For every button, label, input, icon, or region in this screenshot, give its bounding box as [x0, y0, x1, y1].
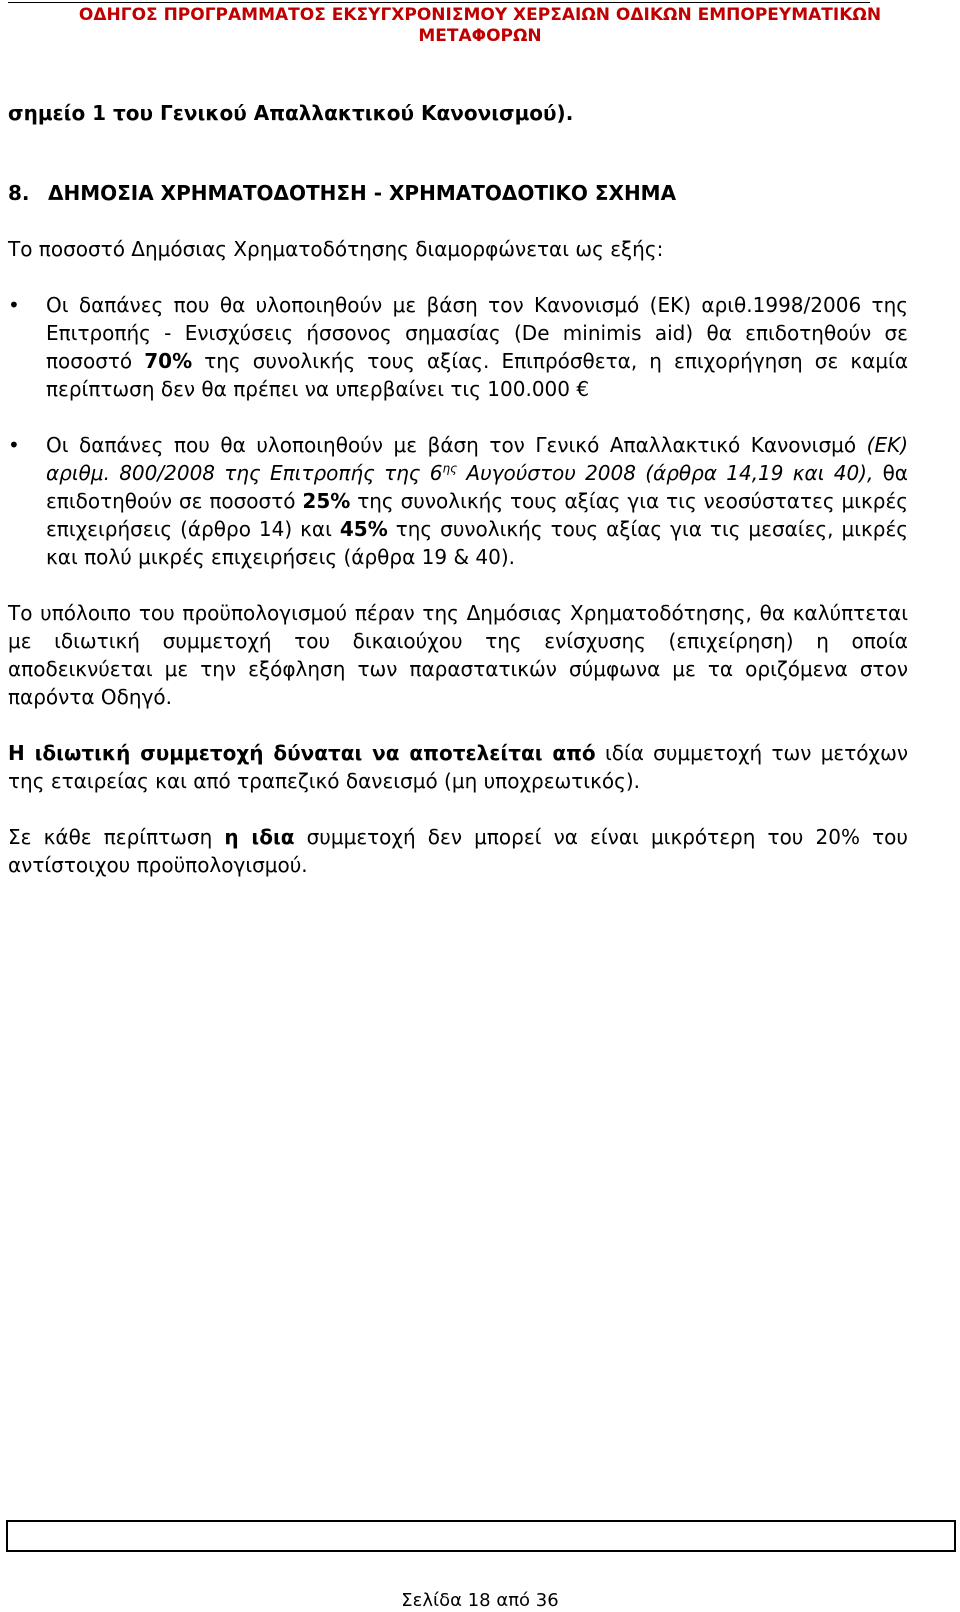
paragraph-private-share-bold: Η ιδιωτική συμμετοχή δύναται να αποτελείται από [8, 741, 596, 765]
bullet2-sup: ης [442, 461, 458, 476]
list-item [8, 291, 908, 403]
paragraph-minimum-share [8, 823, 908, 879]
section-heading [8, 179, 908, 207]
bullet-icon: • [8, 433, 20, 457]
paragraph-private-share [8, 739, 908, 795]
section-number: 8. [8, 181, 30, 205]
page-body [8, 99, 908, 879]
bullet2-text-d: της συνολικής τους αξίας για τις μεσαίες, μικρές και πολύ μικρές επιχειρήσεις (άρθρα 19 & 40). [46, 517, 908, 569]
paragraph-minimum-share-bold: η ιδια [224, 825, 295, 849]
bullet2-percent-1: 25% [302, 489, 351, 513]
bullet1-text-b: της συνολικής τους αξίας. Επιπρόσθετα, η επιχορήγηση σε καμία περίπτωση δεν θα πρέπει να υπερβαίνει τις 100.000 € [46, 349, 908, 401]
paragraph-minimum-share-a: Σε κάθε περίπτωση [8, 825, 225, 849]
bullet2-text-b: θα επιδοτηθούν σε ποσοστό [46, 461, 908, 513]
section-title: ΔΗΜΟΣΙΑ ΧΡΗΜΑΤΟΔΟΤΗΣΗ - ΧΡΗΜΑΤΟΔΟΤΙΚΟ ΣΧΗΜΑ [48, 181, 677, 205]
bullet1-text-a: Οι δαπάνες που θα υλοποιηθούν με βάση τον Κανονισμό (ΕΚ) αριθ.1998/2006 της Επιτροπής - Ενισχύσεις ήσσονος σημασίας (De minimis aid) θα επιδοτηθούν σε ποσοστό [46, 293, 908, 373]
paragraph-minimum-share-b: συμμετοχή δεν μπορεί να είναι μικρότερη του 20% του αντίστοιχου προϋπολογισμού. [8, 825, 908, 877]
lead-paragraph: Το ποσοστό Δημόσιας Χρηματοδότησης διαμορφώνεται ως εξής: [8, 237, 664, 261]
paragraph-remainder: Το υπόλοιπο του προϋπολογισμού πέραν της Δημόσιας Χρηματοδότησης, θα καλύπτεται με ιδιωτική συμμετοχή του δικαιούχου της ενίσχυσης (επιχείρηση) η οποία αποδεικνύεται με την εξόφληση των παραστατικών σύμφωνα με τα οριζόμενα στον παρόντα Οδηγό. [8, 601, 908, 709]
document-title-line2: ΜΕΤΑΦΟΡΩΝ [418, 26, 542, 46]
intro-line: σημείο 1 του Γενικού Απαλλακτικού Κανονισμού). [8, 101, 574, 125]
bullet2-text-a: Οι δαπάνες που θα υλοποιηθούν με βάση τον Γενικό Απαλλακτικό Κανονισμό [46, 433, 867, 457]
bullet2-italic-b: Αυγούστου 2008 (άρθρα 14,19 και 40), [457, 461, 874, 485]
document-title-line1: ΟΔΗΓΟΣ ΠΡΟΓΡΑΜΜΑΤΟΣ ΕΚΣΥΓΧΡΟΝΙΣΜΟΥ ΧΕΡΣΑΙΩΝ ΟΔΙΚΩΝ ΕΜΠΟΡΕΥΜΑΤΙΚΩΝ [78, 5, 882, 25]
document-title [50, 0, 910, 47]
header-rule [8, 2, 870, 3]
paragraph-private-share-rest: ιδία συμμετοχή των μετόχων της εταιρείας και από τραπεζικό δανεισμό (μη υποχρεωτικός). [8, 741, 908, 793]
page-header [0, 0, 960, 47]
bullet1-percent: 70% [144, 349, 193, 373]
bullet2-percent-2: 45% [339, 517, 388, 541]
bullet2-text-c: της συνολικής τους αξίας για τις νεοσύστατες μικρές επιχειρήσεις (άρθρο 14) και [46, 489, 908, 541]
bullet-icon: • [8, 293, 20, 317]
list-item [8, 431, 908, 571]
page-number: Σελίδα 18 από 36 [401, 1590, 559, 1611]
bullet2-italic-a: (ΕΚ) αριθμ. 800/2008 της Επιτροπής της 6 [46, 433, 908, 485]
footer-box [6, 1520, 956, 1552]
